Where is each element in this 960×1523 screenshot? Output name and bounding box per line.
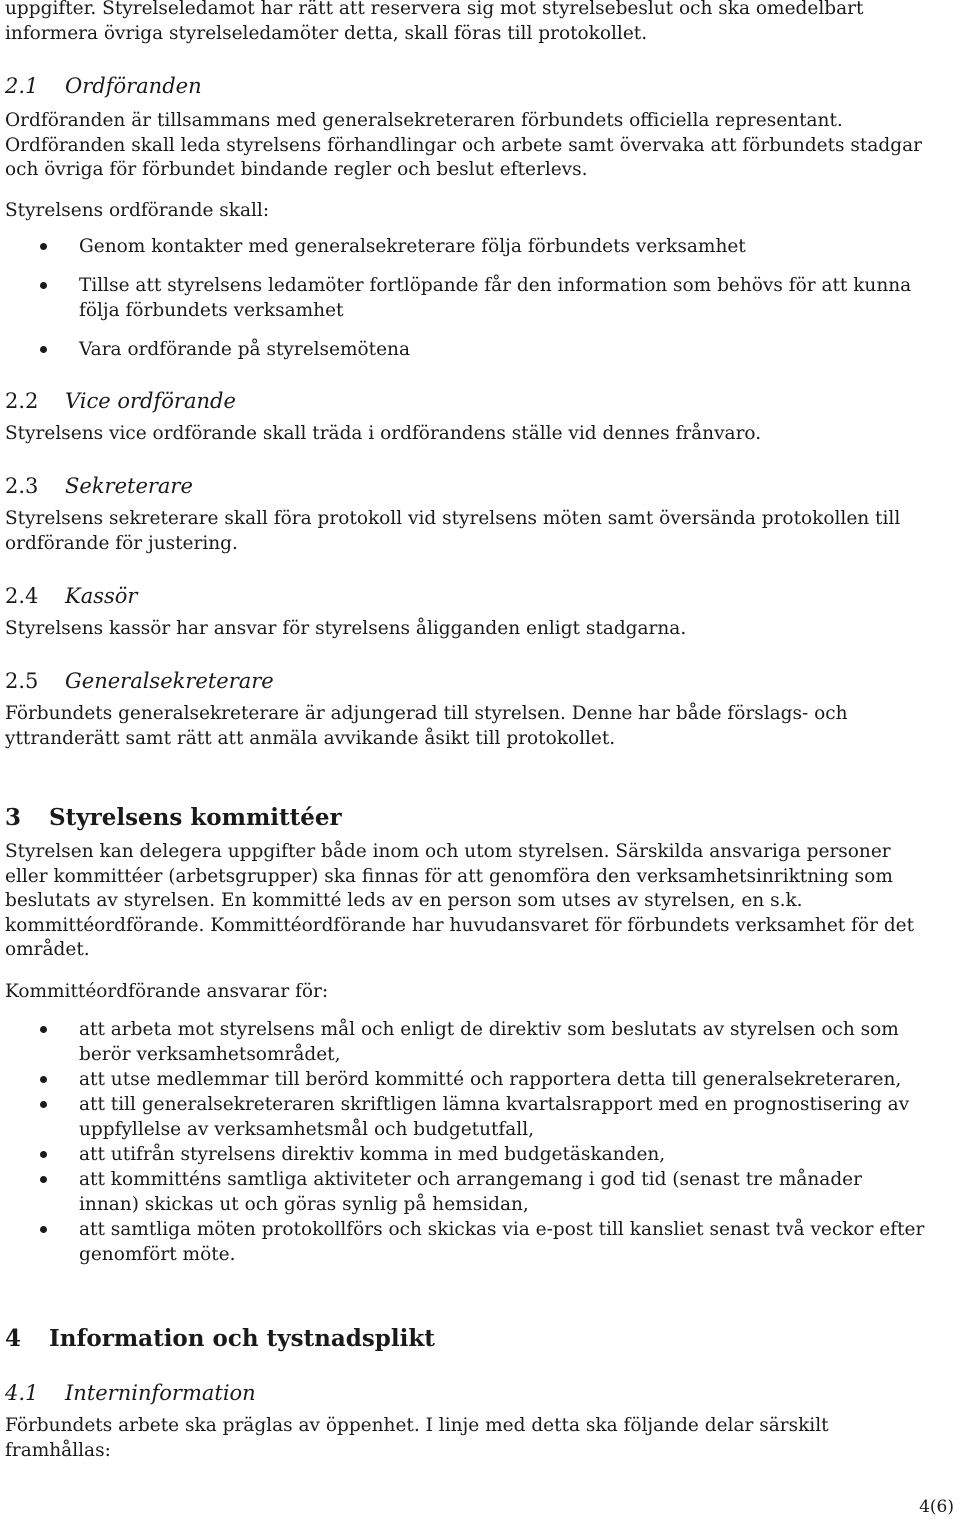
text-line: genomfört möte. <box>79 1244 236 1265</box>
text-line: yttranderätt samt rätt att anmäla avvikande åsikt till protokollet. <box>5 727 616 749</box>
section-2-4-heading <box>5 583 137 609</box>
section-3-heading <box>5 804 342 832</box>
intro-paragraph <box>5 0 950 46</box>
text-line: att utifrån styrelsens direktiv komma in med budgetäskanden, <box>79 1144 666 1165</box>
section-4-heading <box>5 1325 435 1353</box>
bullet-icon <box>40 1176 47 1183</box>
text-line: området. <box>5 939 90 960</box>
bullet-icon <box>40 1151 47 1158</box>
text-line: Förbundets arbete ska präglas av öppenhet. I linje med detta ska följande delar särskilt <box>5 1415 829 1436</box>
section-title: Styrelsens kommittéer <box>49 804 342 831</box>
text-line: Ordföranden är tillsammans med generalsekreteraren förbundets officiella representant. <box>5 110 843 131</box>
text-line: uppfyllelse av verksamhetsmål och budgetutfall, <box>79 1119 535 1140</box>
text-line: Ordföranden skall leda styrelsens förhandlingar och arbete samt övervaka att förbundets stadgar <box>5 134 922 156</box>
text-line: och övriga för förbundet bindande regler och beslut efterlevs. <box>5 159 588 180</box>
section-title: Kassör <box>65 584 138 608</box>
text-line: följa förbundets verksamhet <box>79 300 344 321</box>
section-2-4-paragraph <box>5 617 950 642</box>
section-2-1-heading <box>5 73 202 99</box>
list-item <box>0 273 950 323</box>
text-line: uppgifter. Styrelseledamot har rätt att reservera sig mot styrelsebeslut och ska omedelbart <box>5 0 864 19</box>
bullet-icon <box>40 243 47 250</box>
text-line: framhållas: <box>5 1439 111 1461</box>
section-2-1-paragraph <box>5 109 950 183</box>
text-line: Vara ordförande på styrelsemötena <box>79 339 411 360</box>
section-2-1-lead <box>5 199 950 224</box>
text-line: Styrelsens kassör har ansvar för styrelsens åligganden enligt stadgarna. <box>5 618 687 639</box>
text-line: Förbundets generalsekreterare är adjungerad till styrelsen. Denne har både förslags- och <box>5 703 848 724</box>
text-line: att kommitténs samtliga aktiviteter och arrangemang i god tid (senast tre månader <box>79 1169 862 1190</box>
bullet-icon <box>40 1226 47 1233</box>
section-number: 2.4 <box>5 584 39 608</box>
text-line: Genom kontakter med generalsekreterare följa förbundets verksamhet <box>79 236 746 257</box>
text-line: berör verksamhetsområdet, <box>79 1044 341 1065</box>
text-line: Tillse att styrelsens ledamöter fortlöpande får den information som behövs för att kunna <box>79 275 912 296</box>
text-line: eller kommittéer (arbetsgrupper) ska finnas för att genomföra den verksamhetsinriktning som <box>5 865 893 887</box>
section-2-1-bullet-list <box>0 234 950 362</box>
section-number: 3 <box>5 804 22 831</box>
bullet-icon <box>40 1101 47 1108</box>
section-number: 2.5 <box>5 669 39 693</box>
section-3-paragraph <box>5 840 950 963</box>
list-item <box>0 1217 950 1267</box>
bullet-icon <box>40 346 47 353</box>
text-line: informera övriga styrelseledamöter detta, skall föras till protokollet. <box>5 22 648 44</box>
section-4-1-paragraph <box>5 1414 950 1463</box>
section-2-2-paragraph <box>5 422 950 447</box>
text-line: Styrelsens vice ordförande skall träda i ordförandens ställe vid dennes frånvaro. <box>5 423 762 444</box>
section-2-5-paragraph <box>5 702 950 751</box>
section-title: Ordföranden <box>65 74 202 98</box>
text-line: Styrelsen kan delegera uppgifter både inom och utom styrelsen. Särskilda ansvariga personer <box>5 841 891 862</box>
text-line: att till generalsekreteraren skriftligen lämna kvartalsrapport med en prognostisering av <box>79 1094 910 1115</box>
section-number: 2.3 <box>5 474 39 498</box>
text-line: Kommittéordförande ansvarar för: <box>5 981 329 1002</box>
list-item <box>0 1017 950 1067</box>
section-title: Sekreterare <box>65 474 193 498</box>
section-2-3-paragraph <box>5 507 950 556</box>
bullet-icon <box>40 282 47 289</box>
list-item <box>0 1067 950 1092</box>
list-item <box>0 1167 950 1217</box>
section-number: 2.2 <box>5 389 39 413</box>
list-item <box>0 1142 950 1167</box>
section-3-bullet-list <box>0 1017 950 1267</box>
text-line: ordförande för justering. <box>5 532 238 554</box>
list-item <box>0 1092 950 1142</box>
text-line: att samtliga möten protokollförs och skickas via e-post till kansliet senast två veckor efter <box>79 1219 925 1240</box>
text-line: att arbeta mot styrelsens mål och enligt de direktiv som beslutats av styrelsen och som <box>79 1019 899 1040</box>
text-line: att utse medlemmar till berörd kommitté och rapportera detta till generalsekreteraren, <box>79 1069 902 1090</box>
text-line: Styrelsens sekreterare skall föra protokoll vid styrelsens möten samt översända protokollen till <box>5 508 901 529</box>
section-number: 4 <box>5 1325 22 1352</box>
text-line: Styrelsens ordförande skall: <box>5 200 270 221</box>
section-title: Vice ordförande <box>65 389 236 413</box>
list-item <box>0 337 950 362</box>
section-2-2-heading <box>5 388 236 414</box>
text-line: beslutats av styrelsen. En kommitté leds av en person som utses av styrelsen, en s.k. <box>5 890 803 911</box>
section-title: Generalsekreterare <box>65 669 274 693</box>
bullet-icon <box>40 1076 47 1083</box>
section-number: 4.1 <box>5 1381 39 1405</box>
section-4-1-heading <box>5 1380 256 1406</box>
text-line: innan) skickas ut och göras synlig på hemsidan, <box>79 1194 529 1215</box>
section-title: Interninformation <box>65 1381 256 1405</box>
section-title: Information och tystnadsplikt <box>49 1325 435 1352</box>
bullet-icon <box>40 1026 47 1033</box>
section-number: 2.1 <box>5 74 39 98</box>
text-line: kommittéordförande. Kommittéordförande har huvudansvaret för förbundets verksamhet för det <box>5 914 915 936</box>
section-3-lead <box>5 980 950 1005</box>
section-2-3-heading <box>5 473 193 499</box>
section-2-5-heading <box>5 668 274 694</box>
list-item <box>0 234 950 259</box>
page-number: 4(6) <box>919 1497 954 1517</box>
